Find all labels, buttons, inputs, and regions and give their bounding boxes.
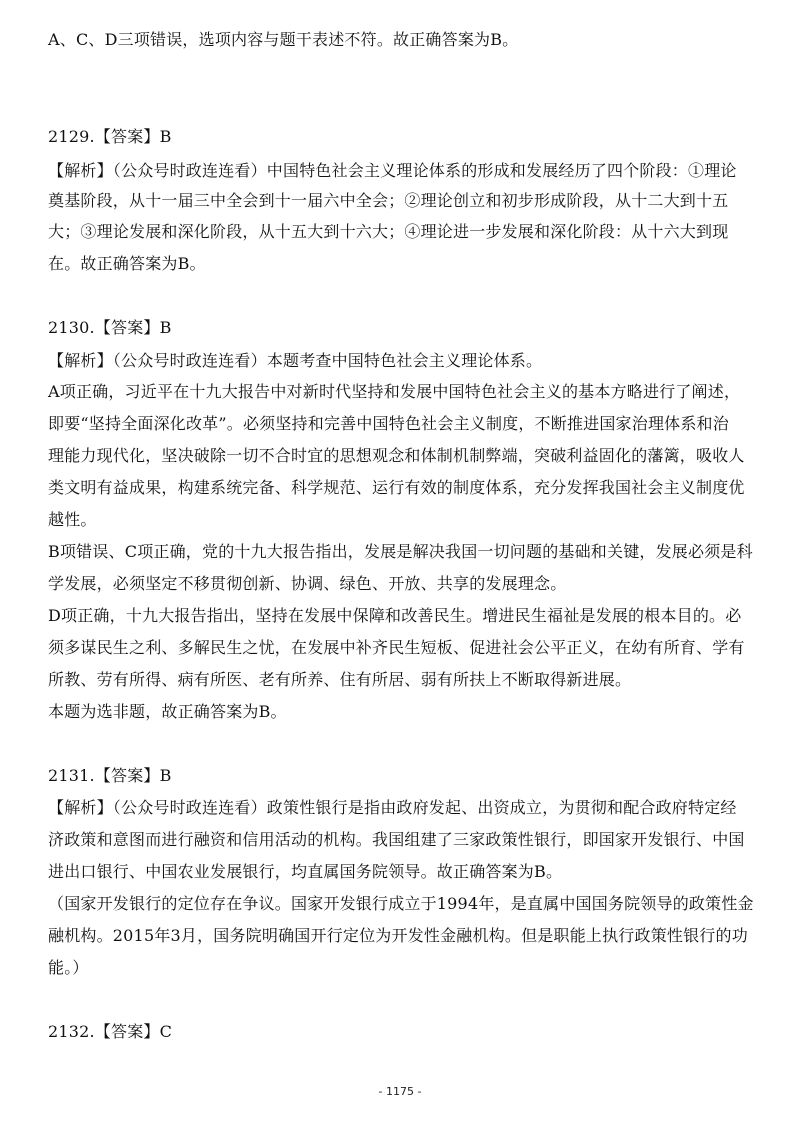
explanation-line: 学发展，必须坚定不移贯彻创新、协调、绿色、开放、共享的发展理念。 (48, 574, 567, 593)
explanation-line: 类文明有益成果，构建系统完备、科学规范、运行有效的制度体系，充分发挥我国社会主义制度优 (48, 478, 745, 497)
explanation-line: A项正确，习近平在十九大报告中对新时代坚持和发展中国特色社会主义的基本方略进行了阐述， (48, 382, 741, 401)
explanation-line: 所教、劳有所得、病有所医、老有所养、住有所居、弱有所扶上不断取得新进展。 (48, 670, 632, 689)
explanation-line: B项错误、C项正确，党的十九大报告指出，发展是解决我国一切问题的基础和关键，发展必须是科 (48, 542, 753, 561)
explanation-line: 【解析】（公众号时政连连看）政策性银行是指由政府发起、出资成立，为贯彻和配合政府特定经 (48, 798, 737, 817)
explanation-line: 越性。 (48, 510, 97, 529)
explanation-line: 本题为选非题，故正确答案为B。 (48, 702, 287, 721)
explanation-line: 理能力现代化，坚决破除一切不合时宜的思想观念和体制机制弊端，突破利益固化的藩篱，吸收人 (48, 446, 745, 465)
answer-heading-2132: 2132.【答案】C (48, 1022, 173, 1041)
explanation-line: 大；③理论发展和深化阶段，从十五大到十六大；④理论进一步发展和深化阶段：从十六大到现 (48, 222, 729, 241)
explanation-line: 能。） (48, 958, 89, 977)
intro-line: A、C、D三项错误，选项内容与题干表述不符。故正确答案为B。 (48, 30, 519, 49)
explanation-line: 进出口银行、中国农业发展银行，均直属国务院领导。故正确答案为B。 (48, 862, 563, 881)
explanation-line: 【解析】（公众号时政连连看）本题考查中国特色社会主义理论体系。 (48, 351, 543, 370)
explanation-line: 【解析】（公众号时政连连看）中国特色社会主义理论体系的形成和发展经历了四个阶段：①理论 (48, 161, 737, 180)
answer-heading-2129: 2129.【答案】B (48, 127, 172, 146)
explanation-line: 奠基阶段，从十一届三中全会到十一届六中全会；②理论创立和初步形成阶段，从十二大到十五 (48, 191, 729, 210)
explanation-line: 在。故正确答案为B。 (48, 254, 206, 273)
explanation-line: （国家开发银行的定位存在争议。国家开发银行成立于1994年，是直属中国国务院领导的政策性金 (48, 894, 754, 913)
explanation-line: 即要“坚持全面深化改革”。必须坚持和完善中国特色社会主义制度，不断推进国家治理体系和治 (48, 414, 729, 433)
page-number: - 1175 - (378, 1085, 422, 1098)
explanation-line: 须多谋民生之利、多解民生之忧，在发展中补齐民生短板、促进社会公平正义，在幼有所育、学有 (48, 638, 745, 657)
explanation-line: 融机构。2015年3月，国务院明确国开行定位为开发性金融机构。但是职能上执行政策性银行的功 (48, 926, 748, 945)
explanation-line: D项正确，十九大报告指出，坚持在发展中保障和改善民生。增进民生福祉是发展的根本目的。必 (48, 606, 742, 625)
explanation-line: 济政策和意图而进行融资和信用活动的机构。我国组建了三家政策性银行，即国家开发银行、中国 (48, 830, 745, 849)
answer-heading-2130: 2130.【答案】B (48, 318, 172, 337)
answer-heading-2131: 2131.【答案】B (48, 766, 172, 785)
